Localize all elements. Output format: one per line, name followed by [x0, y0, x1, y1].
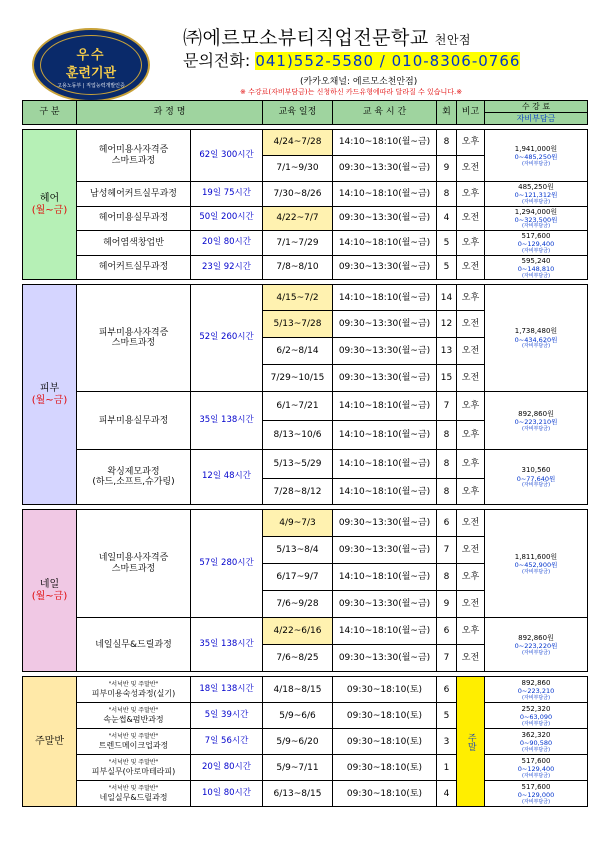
course-date: 7/29~10/15 [263, 365, 333, 392]
course-session: 8 [437, 479, 457, 505]
course-hours: 7일 56시간 [191, 729, 263, 755]
course-note: 오후 [457, 564, 485, 591]
category-skin: 피부 (월~금) [23, 285, 77, 505]
kakao-channel: (카카오채널: 에르모소천안점) [300, 77, 418, 87]
fee-notice: ※ 수강료(자비부담금)는 신청하신 카드유형에따라 달라질 수 있습니다.※ [240, 88, 463, 96]
course-date: 7/28~8/12 [263, 479, 333, 505]
course-time: 09:30~13:30(월~금) [333, 206, 437, 231]
page-header [0, 0, 595, 100]
table-row [23, 285, 588, 311]
course-name: 남성헤어커트실무과정 [77, 182, 191, 207]
course-session: 13 [437, 338, 457, 365]
course-session: 7 [437, 645, 457, 672]
course-hours: 35일 138시간 [191, 392, 263, 450]
award-badge-logo: 우수 훈련기관 고용노동부 | 직업능력개발인증 [32, 28, 150, 102]
course-fee: 892,860원 0~223,210원 (자비부담금) [485, 392, 588, 450]
course-date: 5/13~5/29 [263, 450, 333, 479]
course-fee: 362,320 0~90,580 (자비부담금) [485, 729, 588, 755]
course-name: 헤어커트실무과정 [77, 255, 191, 280]
course-session: 8 [437, 450, 457, 479]
course-time: 09:30~18:10(토) [333, 703, 437, 729]
table-row [23, 781, 588, 807]
table-row [23, 703, 588, 729]
course-time: 09:30~13:30(월~금) [333, 365, 437, 392]
course-fee: 517,600 0~129,400 (자비부담금) [485, 755, 588, 781]
contact-phone: 문의전화: 041)552-5580 / 010-8306-0766 [183, 51, 521, 70]
course-date: 7/6~8/25 [263, 645, 333, 672]
course-time: 09:30~13:30(월~금) [333, 537, 437, 564]
course-date: 4/22~6/16 [263, 618, 333, 645]
course-date: 6/1~7/21 [263, 392, 333, 421]
course-note: 오후 [457, 392, 485, 421]
course-note: 오전 [457, 311, 485, 338]
table-row [23, 255, 588, 280]
course-fee: 892,860 0~223,210 (자비부담금) [485, 677, 588, 703]
course-session: 12 [437, 311, 457, 338]
course-date: 6/2~8/14 [263, 338, 333, 365]
branch-name: 천안점 [434, 33, 472, 47]
course-fee: 310,560 0~77,640원 (자비부담금) [485, 450, 588, 505]
course-time: 14:10~18:10(월~금) [333, 450, 437, 479]
course-name: "서넉반 및 주말반" 피부실무(아로마테라피) [77, 755, 191, 781]
category-nail: 네일 (월~금) [23, 510, 77, 672]
course-session: 8 [437, 564, 457, 591]
course-hours: 62일 300시간 [191, 130, 263, 182]
course-note: 오후 [457, 450, 485, 479]
course-fee: 517,600 0~129,400 (자비부담금) [485, 231, 588, 256]
course-session: 3 [437, 729, 457, 755]
course-date: 7/30~8/26 [263, 182, 333, 207]
col-sessions: 회 [437, 101, 457, 125]
course-name: 피부미용사자격증 스마트과정 [77, 285, 191, 392]
course-date: 4/9~7/3 [263, 510, 333, 537]
col-time: 교 육 시 간 [333, 101, 437, 125]
course-note: 오후 [457, 479, 485, 505]
course-session: 9 [437, 156, 457, 182]
course-name: 헤어염색창업반 [77, 231, 191, 256]
course-name: 네일실무&드릴과정 [77, 618, 191, 672]
course-note: 오후 [457, 130, 485, 156]
course-time: 14:10~18:10(월~금) [333, 182, 437, 207]
course-hours: 20일 80시간 [191, 755, 263, 781]
course-time: 09:30~18:10(토) [333, 677, 437, 703]
course-time: 14:10~18:10(월~금) [333, 285, 437, 311]
col-note: 비고 [457, 101, 485, 125]
course-time: 09:30~13:30(월~금) [333, 510, 437, 537]
course-fee: 252,320 0~63,090 (자비부담금) [485, 703, 588, 729]
course-note: 오전 [457, 645, 485, 672]
course-session: 7 [437, 537, 457, 564]
course-time: 14:10~18:10(월~금) [333, 130, 437, 156]
course-time: 09:30~13:30(월~금) [333, 645, 437, 672]
course-hours: 57일 280시간 [191, 510, 263, 618]
course-note: 오전 [457, 510, 485, 537]
course-note: 오전 [457, 365, 485, 392]
course-time: 14:10~18:10(월~금) [333, 231, 437, 256]
course-name: 헤어미용사자격증 스마트과정 [77, 130, 191, 182]
table-row [23, 130, 588, 156]
table-row [23, 755, 588, 781]
course-date: 4/24~7/28 [263, 130, 333, 156]
course-time: 14:10~18:10(월~금) [333, 479, 437, 505]
course-session: 8 [437, 130, 457, 156]
course-fee: 1,738,480원 0~434,620원 (자비부담금) [485, 285, 588, 392]
table-row [23, 206, 588, 231]
course-hours: 20일 80시간 [191, 231, 263, 256]
course-note: 오전 [457, 338, 485, 365]
table-row [23, 729, 588, 755]
course-note: 오후 [457, 421, 485, 450]
course-note: 오후 [457, 618, 485, 645]
course-hours: 19일 75시간 [191, 182, 263, 207]
course-date: 4/18~8/15 [263, 677, 333, 703]
course-schedule-table [22, 100, 588, 807]
course-session: 6 [437, 510, 457, 537]
course-time: 09:30~13:30(월~금) [333, 156, 437, 182]
course-name: 헤어미용실무과정 [77, 206, 191, 231]
course-session: 6 [437, 677, 457, 703]
course-time: 14:10~18:10(월~금) [333, 564, 437, 591]
course-session: 5 [437, 703, 457, 729]
course-date: 6/13~8/15 [263, 781, 333, 807]
course-date: 8/13~10/6 [263, 421, 333, 450]
course-name: "서넉반 및 주말반" 속눈썹&펌반과정 [77, 703, 191, 729]
table-row [23, 510, 588, 537]
course-fee: 1,294,000원 0~323,500원 (자비부담금) [485, 206, 588, 231]
category-weekend: 주말반 [23, 677, 77, 807]
course-name: 왁싱제모과정 (하드,소프트,슈가링) [77, 450, 191, 505]
course-hours: 23일 92시간 [191, 255, 263, 280]
course-hours: 50일 200시간 [191, 206, 263, 231]
course-hours: 35일 138시간 [191, 618, 263, 672]
course-date: 5/13~8/4 [263, 537, 333, 564]
table-row [23, 182, 588, 207]
course-time: 09:30~18:10(토) [333, 755, 437, 781]
course-session: 7 [437, 392, 457, 421]
course-date: 7/6~9/28 [263, 591, 333, 618]
course-fee: 1,811,600원 0~452,900원 (자비부담금) [485, 510, 588, 618]
course-note: 오전 [457, 537, 485, 564]
course-time: 14:10~18:10(월~금) [333, 421, 437, 450]
weekend-note: 주말 [457, 677, 485, 807]
course-note: 오전 [457, 206, 485, 231]
course-note: 오전 [457, 591, 485, 618]
course-date: 4/15~7/2 [263, 285, 333, 311]
course-date: 5/9~6/6 [263, 703, 333, 729]
course-hours: 18일 138시간 [191, 677, 263, 703]
course-session: 5 [437, 255, 457, 280]
course-date: 7/8~8/10 [263, 255, 333, 280]
course-session: 15 [437, 365, 457, 392]
course-name: "서넉반 및 주말반" 피부미용숙성과정(실기) [77, 677, 191, 703]
course-time: 09:30~13:30(월~금) [333, 255, 437, 280]
table-header-row [23, 101, 588, 125]
course-date: 7/1~7/29 [263, 231, 333, 256]
course-hours: 10일 80시간 [191, 781, 263, 807]
col-category: 구 분 [23, 101, 77, 125]
course-hours: 52일 260시간 [191, 285, 263, 392]
course-note: 오후 [457, 231, 485, 256]
course-time: 09:30~13:30(월~금) [333, 311, 437, 338]
course-session: 5 [437, 231, 457, 256]
course-fee: 1,941,000원 0~485,250원 (자비부담금) [485, 130, 588, 182]
table-row [23, 677, 588, 703]
course-name: 네일미용사자격증 스마트과정 [77, 510, 191, 618]
course-session: 8 [437, 421, 457, 450]
course-time: 14:10~18:10(월~금) [333, 618, 437, 645]
course-session: 4 [437, 781, 457, 807]
table-row [23, 450, 588, 479]
course-session: 4 [437, 206, 457, 231]
course-fee: 517,600 0~129,000 (자비부담금) [485, 781, 588, 807]
course-fee: 485,250원 0~121,312원 (자비부담금) [485, 182, 588, 207]
phone-numbers[interactable]: 041)552-5580 / 010-8306-0766 [255, 52, 521, 70]
course-date: 4/22~7/7 [263, 206, 333, 231]
school-title: ㈜에르모소뷰티직업전문학교 천안점 [183, 27, 472, 49]
course-time: 09:30~18:10(토) [333, 781, 437, 807]
course-date: 6/17~9/7 [263, 564, 333, 591]
course-date: 5/13~7/28 [263, 311, 333, 338]
course-date: 5/9~6/20 [263, 729, 333, 755]
course-session: 9 [437, 591, 457, 618]
col-fee: 수 강 료 자비부담금 [485, 101, 588, 125]
course-name: "서넉반 및 주말반" 네일실무&드릴과정 [77, 781, 191, 807]
course-date: 7/1~9/30 [263, 156, 333, 182]
course-hours: 5일 39시간 [191, 703, 263, 729]
course-session: 6 [437, 618, 457, 645]
course-name: "서넉반 및 주말반" 트렌드메이크업과정 [77, 729, 191, 755]
course-session: 14 [437, 285, 457, 311]
col-course: 과 정 명 [77, 101, 263, 125]
course-note: 오후 [457, 182, 485, 207]
course-hours: 12일 48시간 [191, 450, 263, 505]
table-row [23, 231, 588, 256]
course-time: 09:30~18:10(토) [333, 729, 437, 755]
course-session: 8 [437, 182, 457, 207]
course-note: 오전 [457, 156, 485, 182]
course-fee: 892,860원 0~223,220원 (자비부담금) [485, 618, 588, 672]
course-date: 5/9~7/11 [263, 755, 333, 781]
course-time: 14:10~18:10(월~금) [333, 392, 437, 421]
course-session: 1 [437, 755, 457, 781]
table-row [23, 392, 588, 421]
course-fee: 595,240 0~148,810 (자비부담금) [485, 255, 588, 280]
category-hair: 헤어 (월~금) [23, 130, 77, 280]
course-note: 오후 [457, 285, 485, 311]
course-time: 09:30~13:30(월~금) [333, 338, 437, 365]
table-row [23, 618, 588, 645]
course-name: 피부미용실무과정 [77, 392, 191, 450]
course-time: 09:30~13:30(월~금) [333, 591, 437, 618]
col-schedule: 교육 일정 [263, 101, 333, 125]
course-note: 오전 [457, 255, 485, 280]
